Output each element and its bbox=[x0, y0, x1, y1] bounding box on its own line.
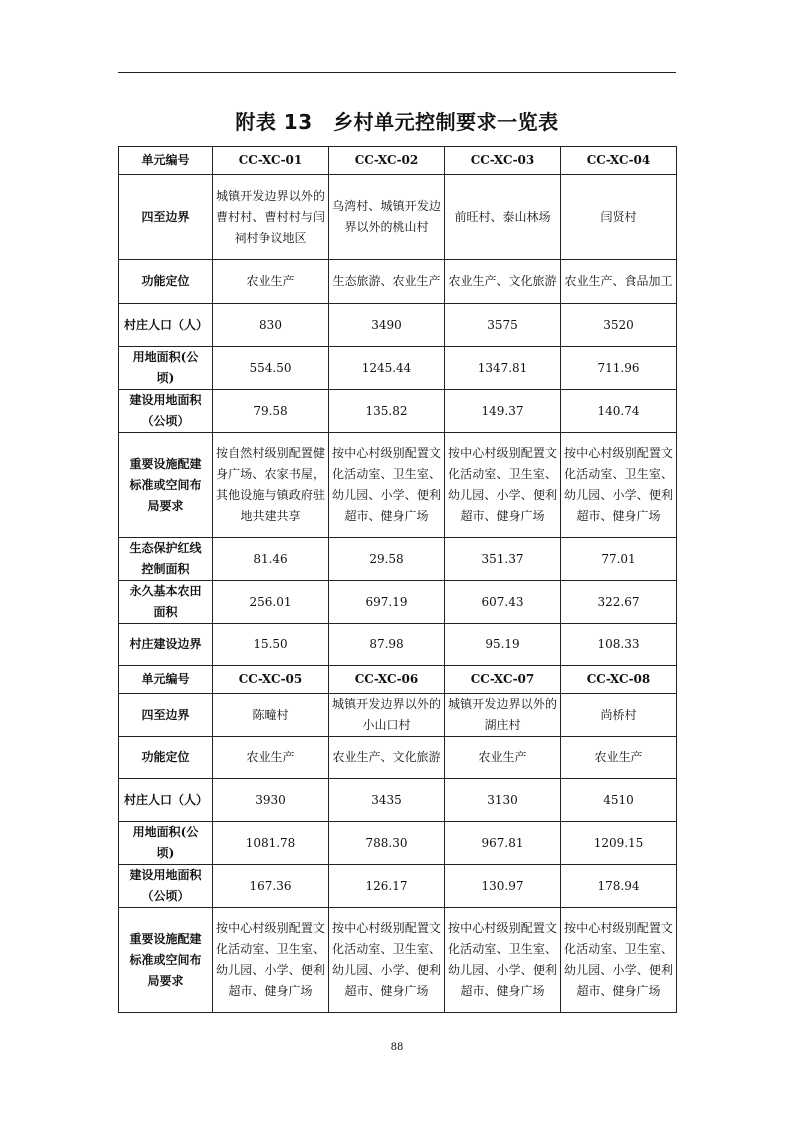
unit-id-cell: CC-XC-08 bbox=[561, 666, 677, 694]
eco-redline-cell: 81.46 bbox=[213, 538, 329, 581]
unit-id-cell: CC-XC-05 bbox=[213, 666, 329, 694]
construction-area-cell: 130.97 bbox=[445, 865, 561, 908]
village-boundary-cell: 15.50 bbox=[213, 624, 329, 666]
unit-id-cell: CC-XC-01 bbox=[213, 147, 329, 175]
population-cell: 3930 bbox=[213, 779, 329, 822]
boundary-cell: 陈疃村 bbox=[213, 694, 329, 737]
table-row bbox=[119, 779, 677, 822]
function-cell: 农业生产、食品加工 bbox=[561, 260, 677, 304]
table-row bbox=[119, 433, 677, 538]
population-cell: 3575 bbox=[445, 304, 561, 347]
row-label-construction-area: 建设用地面积（公顷） bbox=[119, 390, 213, 433]
land-area-cell: 554.50 bbox=[213, 347, 329, 390]
table-row bbox=[119, 694, 677, 737]
boundary-cell: 城镇开发边界以外的湖庄村 bbox=[445, 694, 561, 737]
construction-area-cell: 79.58 bbox=[213, 390, 329, 433]
unit-id-cell: CC-XC-07 bbox=[445, 666, 561, 694]
facilities-cell: 按中心村级别配置文化活动室、卫生室、幼儿园、小学、便利超市、健身广场 bbox=[561, 908, 677, 1013]
page-number: 88 bbox=[390, 1042, 404, 1053]
eco-redline-cell: 77.01 bbox=[561, 538, 677, 581]
construction-area-cell: 140.74 bbox=[561, 390, 677, 433]
row-label-function: 功能定位 bbox=[119, 737, 213, 779]
row-label-eco-redline: 生态保护红线控制面积 bbox=[119, 538, 213, 581]
facilities-cell: 按中心村级别配置文化活动室、卫生室、幼儿园、小学、便利超市、健身广场 bbox=[329, 908, 445, 1013]
eco-redline-cell: 29.58 bbox=[329, 538, 445, 581]
facilities-cell: 按自然村级别配置健身广场、农家书屋，其他设施与镇政府驻地共建共享 bbox=[213, 433, 329, 538]
land-area-cell: 788.30 bbox=[329, 822, 445, 865]
land-area-cell: 711.96 bbox=[561, 347, 677, 390]
table-row bbox=[119, 865, 677, 908]
row-label-village-boundary: 村庄建设边界 bbox=[119, 624, 213, 666]
row-label-facilities: 重要设施配建标准或空间布局要求 bbox=[119, 433, 213, 538]
construction-area-cell: 126.17 bbox=[329, 865, 445, 908]
table-row bbox=[119, 304, 677, 347]
village-unit-table bbox=[118, 146, 677, 1013]
function-cell: 农业生产 bbox=[213, 737, 329, 779]
facilities-cell: 按中心村级别配置文化活动室、卫生室、幼儿园、小学、便利超市、健身广场 bbox=[213, 908, 329, 1013]
page-title: 附表 13 乡村单元控制要求一览表 bbox=[235, 110, 559, 134]
row-label-population: 村庄人口（人） bbox=[119, 779, 213, 822]
boundary-cell: 城镇开发边界以外的小山口村 bbox=[329, 694, 445, 737]
population-cell: 3435 bbox=[329, 779, 445, 822]
table-row bbox=[119, 822, 677, 865]
row-label-land-area: 用地面积(公顷) bbox=[119, 822, 213, 865]
table-row bbox=[119, 624, 677, 666]
facilities-cell: 按中心村级别配置文化活动室、卫生室、幼儿园、小学、便利超市、健身广场 bbox=[445, 908, 561, 1013]
row-label-farmland: 永久基本农田面积 bbox=[119, 581, 213, 624]
row-label-unit-id: 单元编号 bbox=[119, 147, 213, 175]
table-row bbox=[119, 147, 677, 175]
table-row bbox=[119, 538, 677, 581]
land-area-cell: 1081.78 bbox=[213, 822, 329, 865]
boundary-cell: 前旺村、泰山林场 bbox=[445, 175, 561, 260]
land-area-cell: 967.81 bbox=[445, 822, 561, 865]
row-label-construction-area: 建设用地面积（公顷） bbox=[119, 865, 213, 908]
table-row bbox=[119, 390, 677, 433]
header-rule bbox=[118, 72, 676, 73]
unit-id-cell: CC-XC-02 bbox=[329, 147, 445, 175]
village-boundary-cell: 95.19 bbox=[445, 624, 561, 666]
unit-id-cell: CC-XC-03 bbox=[445, 147, 561, 175]
land-area-cell: 1209.15 bbox=[561, 822, 677, 865]
table-row bbox=[119, 175, 677, 260]
population-cell: 3490 bbox=[329, 304, 445, 347]
population-cell: 830 bbox=[213, 304, 329, 347]
farmland-cell: 697.19 bbox=[329, 581, 445, 624]
function-cell: 农业生产 bbox=[445, 737, 561, 779]
farmland-cell: 607.43 bbox=[445, 581, 561, 624]
table-row bbox=[119, 666, 677, 694]
function-cell: 农业生产 bbox=[213, 260, 329, 304]
row-label-function: 功能定位 bbox=[119, 260, 213, 304]
farmland-cell: 322.67 bbox=[561, 581, 677, 624]
village-boundary-cell: 87.98 bbox=[329, 624, 445, 666]
construction-area-cell: 149.37 bbox=[445, 390, 561, 433]
facilities-cell: 按中心村级别配置文化活动室、卫生室、幼儿园、小学、便利超市、健身广场 bbox=[329, 433, 445, 538]
function-cell: 生态旅游、农业生产 bbox=[329, 260, 445, 304]
boundary-cell: 乌湾村、城镇开发边界以外的桃山村 bbox=[329, 175, 445, 260]
row-label-land-area: 用地面积(公顷) bbox=[119, 347, 213, 390]
population-cell: 4510 bbox=[561, 779, 677, 822]
function-cell: 农业生产、文化旅游 bbox=[329, 737, 445, 779]
row-label-population: 村庄人口（人） bbox=[119, 304, 213, 347]
boundary-cell: 尚桥村 bbox=[561, 694, 677, 737]
population-cell: 3130 bbox=[445, 779, 561, 822]
boundary-cell: 闫贤村 bbox=[561, 175, 677, 260]
eco-redline-cell: 351.37 bbox=[445, 538, 561, 581]
row-label-boundary: 四至边界 bbox=[119, 694, 213, 737]
row-label-boundary: 四至边界 bbox=[119, 175, 213, 260]
facilities-cell: 按中心村级别配置文化活动室、卫生室、幼儿园、小学、便利超市、健身广场 bbox=[561, 433, 677, 538]
land-area-cell: 1245.44 bbox=[329, 347, 445, 390]
unit-id-cell: CC-XC-06 bbox=[329, 666, 445, 694]
boundary-cell: 城镇开发边界以外的曹村村、曹村村与闫祠村争议地区 bbox=[213, 175, 329, 260]
table-row bbox=[119, 260, 677, 304]
construction-area-cell: 178.94 bbox=[561, 865, 677, 908]
row-label-facilities: 重要设施配建标准或空间布局要求 bbox=[119, 908, 213, 1013]
land-area-cell: 1347.81 bbox=[445, 347, 561, 390]
farmland-cell: 256.01 bbox=[213, 581, 329, 624]
village-boundary-cell: 108.33 bbox=[561, 624, 677, 666]
function-cell: 农业生产、文化旅游 bbox=[445, 260, 561, 304]
facilities-cell: 按中心村级别配置文化活动室、卫生室、幼儿园、小学、便利超市、健身广场 bbox=[445, 433, 561, 538]
construction-area-cell: 167.36 bbox=[213, 865, 329, 908]
row-label-unit-id: 单元编号 bbox=[119, 666, 213, 694]
table-row bbox=[119, 908, 677, 1013]
table-row bbox=[119, 581, 677, 624]
construction-area-cell: 135.82 bbox=[329, 390, 445, 433]
function-cell: 农业生产 bbox=[561, 737, 677, 779]
unit-id-cell: CC-XC-04 bbox=[561, 147, 677, 175]
table-row bbox=[119, 347, 677, 390]
table-row bbox=[119, 737, 677, 779]
population-cell: 3520 bbox=[561, 304, 677, 347]
